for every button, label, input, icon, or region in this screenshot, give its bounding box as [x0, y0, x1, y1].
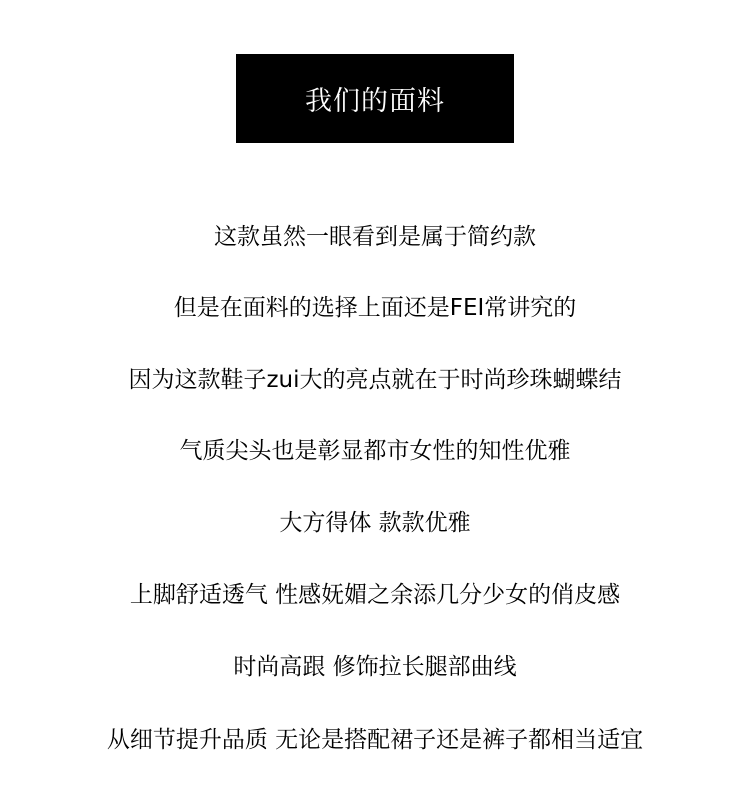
section-title: 我们的面料	[305, 86, 445, 117]
description-line: 上脚舒适透气 性感妩媚之余添几分少女的俏皮感	[129, 582, 621, 608]
description-line: 时尚高跟 修饰拉长腿部曲线	[233, 654, 517, 680]
description-line: 气质尖头也是彰显都市女性的知性优雅	[179, 438, 571, 464]
description-line: 这款虽然一眼看到是属于简约款	[214, 224, 536, 250]
description-line: 从细节提升品质 无论是搭配裙子还是裤子都相当适宜	[106, 727, 644, 753]
description-line: 因为这款鞋子zui大的亮点就在于时尚珍珠蝴蝶结	[128, 367, 622, 393]
section-title-banner	[236, 54, 514, 143]
description-line: 但是在面料的选择上面还是FEI常讲究的	[173, 295, 577, 321]
description-line: 大方得体 款款优雅	[279, 510, 471, 536]
